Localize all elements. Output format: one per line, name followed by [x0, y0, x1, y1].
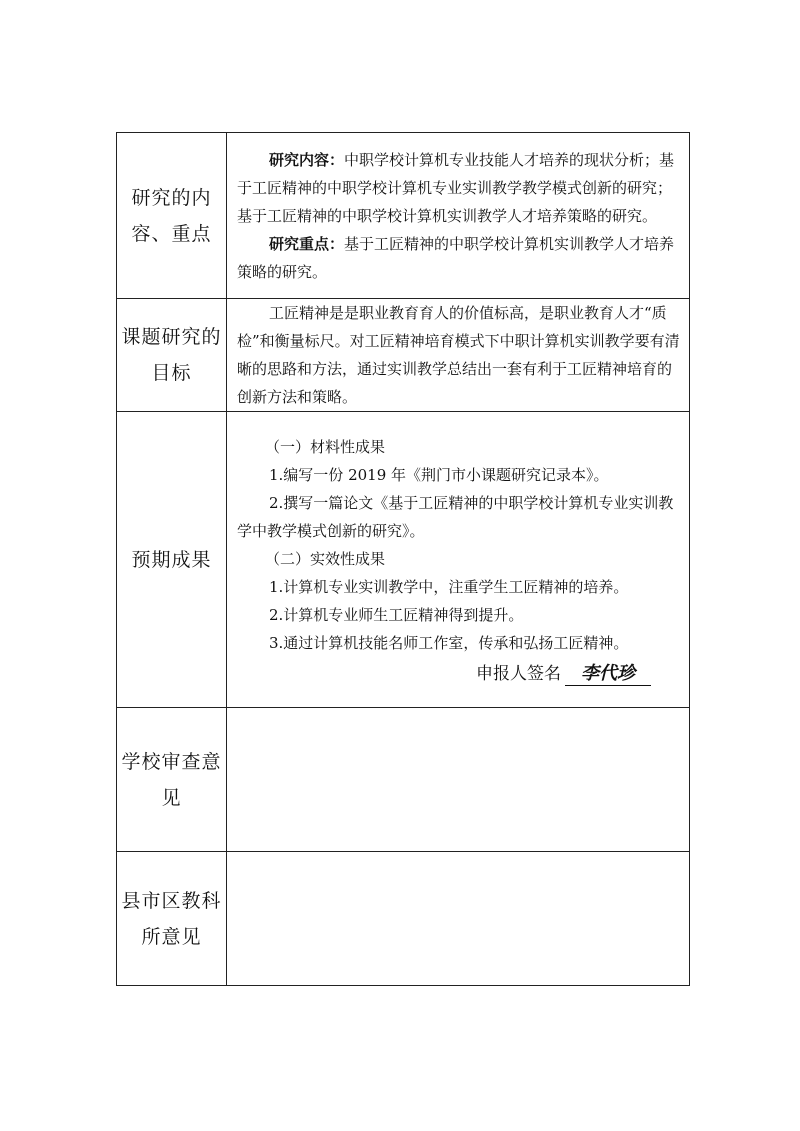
results-section-1-heading: （一）材料性成果 — [265, 437, 386, 456]
results-item: 1.编写一份 2019 年《荆门市小课题研究记录本》。 — [269, 465, 609, 484]
row-expected-results — [117, 412, 690, 708]
label-county-review: 县市区教科所意见 — [117, 852, 227, 986]
label-research-goal: 课题研究的目标 — [117, 299, 227, 412]
results-item: 3.通过计算机技能名师工作室，传承和弘扬工匠精神。 — [269, 633, 629, 652]
research-goal-text: 工匠精神是是职业教育育人的价值标高，是职业教育人才“质检”和衡量标尺。对工匠精神培育模式下中职计算机实训教学要有清晰的思路和方法，通过实训教学总结出一套有利于工匠精神培育的创新方法和策略。 — [237, 304, 680, 406]
research-content-heading: 研究内容： — [269, 150, 345, 169]
signature-label: 申报人签名 — [476, 663, 561, 684]
label-research-content: 研究的内容、重点 — [117, 133, 227, 299]
row-county-review — [117, 852, 690, 986]
research-content-text: 中职学校计算机专业技能人才培养的现状分析；基于工匠精神的中职学校计算机专业实训教学教学模式创新的研究；基于工匠精神的中职学校计算机实训教学人才培养策略的研究。 — [237, 150, 675, 225]
signature-line — [237, 661, 681, 687]
application-form-table — [116, 132, 690, 986]
label-expected-results: 预期成果 — [117, 412, 227, 708]
results-item: 2.撰写一篇论文《基于工匠精神的中职学校计算机专业实训教学中教学模式创新的研究》。 — [237, 493, 674, 540]
results-section-2-heading: （二）实效性成果 — [265, 549, 386, 568]
research-focus-text: 基于工匠精神的中职学校计算机实训教学人才培养策略的研究。 — [237, 234, 675, 281]
results-item: 1.计算机专业实训教学中，注重学生工匠精神的培养。 — [269, 577, 629, 596]
research-focus-heading: 研究重点： — [269, 234, 345, 253]
label-school-review: 学校审查意见 — [117, 708, 227, 852]
research-goal-cell — [227, 299, 690, 412]
signature-name: 李代珍 — [565, 663, 651, 686]
county-review-cell — [227, 852, 690, 986]
research-focus-paragraph — [237, 230, 681, 286]
research-content-cell — [227, 133, 690, 299]
row-research-goal — [117, 299, 690, 412]
school-review-cell — [227, 708, 690, 852]
results-item: 2.计算机专业师生工匠精神得到提升。 — [269, 605, 524, 624]
research-content-paragraph — [237, 146, 681, 230]
row-research-content — [117, 133, 690, 299]
expected-results-cell — [227, 412, 690, 708]
row-school-review — [117, 708, 690, 852]
